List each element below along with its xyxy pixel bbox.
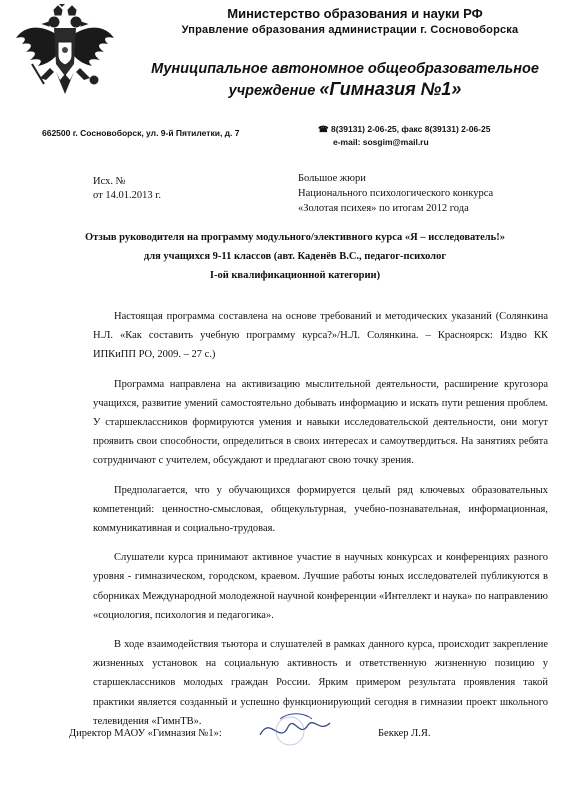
ministry-name: Министерство образования и науки РФ bbox=[227, 6, 483, 21]
document-title-line-1: Отзыв руководителя на программу модульного/элективного курса «Я – исследователь!» bbox=[85, 232, 505, 243]
body-paragraph: Предполагается, что у обучающихся формируется целый ряд ключевых образовательных компетенций: ценностно-смысловая, общекультурная, учебно-познавательная, информационная, коммуникативная и социально-трудовая. bbox=[93, 484, 548, 535]
signatory-name: Беккер Л.Я. bbox=[378, 728, 431, 739]
document-title-line-2: для учащихся 9-11 классов (авт. Каденёв В.С., педагог-психолог bbox=[143, 251, 447, 262]
body-paragraph: Настоящая программа составлена на основе требований и методических указаний (Солянкина Н.Л. «Как составить учебную программу курса?»/Н.Л. Солянкина. – Красноярск: Издво КК ИПКиПП РО, 2009. – 27 с.) bbox=[93, 311, 548, 361]
handwritten-signature-icon bbox=[250, 705, 340, 755]
recipient-line: Большое жюри bbox=[298, 173, 366, 184]
document-title-line-3: I-ой квалификационной категории) bbox=[209, 270, 381, 281]
contact-phone bbox=[318, 124, 490, 135]
recipient-line: «Золотая психея» по итогам 2012 года bbox=[298, 203, 469, 214]
school-short-name: «Гимназия №1» bbox=[319, 79, 462, 99]
outgoing-number: Исх. № bbox=[93, 176, 126, 187]
recipient-line: Национального психологического конкурса bbox=[298, 188, 494, 199]
recipient-block bbox=[298, 171, 568, 216]
outgoing-date: от 14.01.2013 г. bbox=[93, 190, 161, 201]
contact-email: e-mail: sosgim@mail.ru bbox=[333, 137, 429, 147]
department-name: Управление образования администрации г. Сосновоборска bbox=[181, 24, 519, 36]
coat-of-arms-icon bbox=[10, 4, 120, 114]
school-address: 662500 г. Сосновоборск, ул. 9-й Пятилетки, д. 7 bbox=[42, 128, 240, 138]
body-paragraph: В ходе взаимодействия тьютора и слушателей в рамках данного курса, происходит закрепление жизненных установок на социальную активность и ответственную жизненную позицию у старшеклассников молодых граждан России. Ярким примером результата проявления такой практики является созданный и успешно функционирующий сегодня в гимназии проект школьного телевидения «ГимнТВ». bbox=[93, 639, 548, 727]
school-type-label: учреждение bbox=[228, 83, 320, 99]
body-paragraph: Слушатели курса принимают активное участие в научных конкурсах и конференциях разного уровня - гимназическом, городском, краевом. Лучшие работы юных исследователей публикуются в сборниках Международной молодежной научной конференции «Интеллект и наука» по направлению «социология, психология и педагогика». bbox=[93, 552, 548, 621]
school-name-line-1: Муниципальное автономное общеобразовательное bbox=[151, 61, 539, 77]
signatory-role: Директор МАОУ «Гимназия №1»: bbox=[69, 728, 222, 739]
body-paragraph: Программа направлена на активизацию мыслительной деятельности, расширение кругозора учащихся, развитие умений самостоятельно добывать информацию и искать пути решения проблем. У старшеклассников формируются умения и навыки исследовательской деятельности, они могут проявить свои способности, определиться в своих интересах и самоутвердиться. На занятиях ребята сотрудничают с учителем, обсуждают и предлагают свою точку зрения. bbox=[93, 378, 548, 467]
school-name-line-2 bbox=[110, 79, 580, 100]
telephone-icon: ☎ bbox=[318, 124, 329, 134]
phone-numbers: 8(39131) 2-06-25, факс 8(39131) 2-06-25 bbox=[330, 124, 491, 134]
letter-body bbox=[93, 307, 548, 741]
